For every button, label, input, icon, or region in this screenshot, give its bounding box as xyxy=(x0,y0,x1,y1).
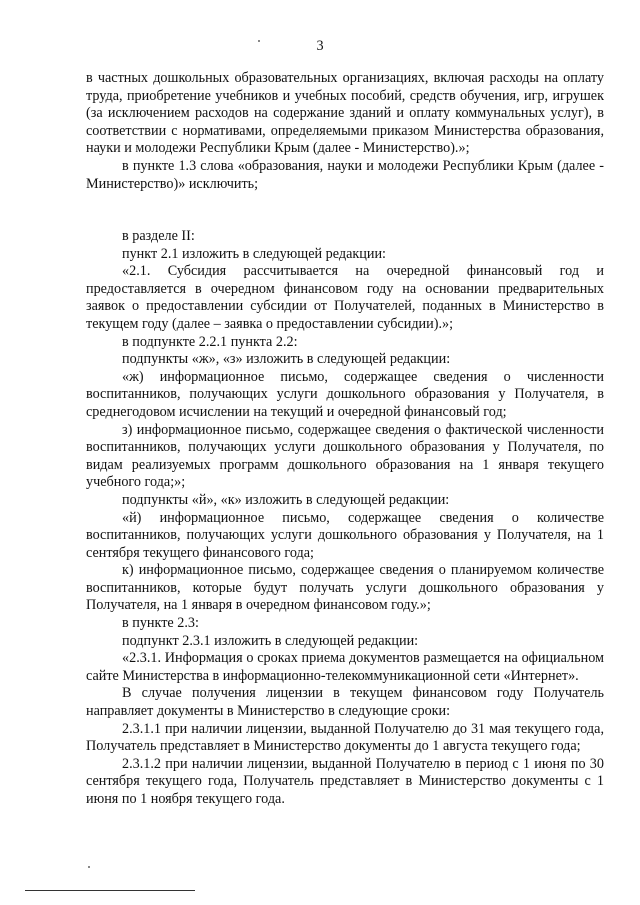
paragraph-z: з) информационное письмо, содержащее сведения о фактической численности воспитанников, получающих услуги дошкольного образования у Получателя, по видам реализуемых программ дошкольного образования на 1 января текущего учебного года;»; xyxy=(86,421,604,491)
paragraph-subitems-y-k: подпункты «й», «к» изложить в следующей редакции: xyxy=(122,491,450,508)
page-number: 3 xyxy=(316,38,324,54)
paragraph-zh: «ж) информационное письмо, содержащее сведения о численности воспитанников, получающих услуги дошкольного образования у Получателя, в среднегодовом исчислении на текущий и очередной финансовый год; xyxy=(86,368,604,420)
paragraph-group-2 xyxy=(86,228,604,809)
paragraph-group-1 xyxy=(86,70,604,193)
paragraph-subitem-2-3-1: «2.3.1. Информация о сроках приема документов размещается на официальном сайте Министерства в информационно-телекоммуникационной сети «Интернет». xyxy=(86,650,604,684)
paragraph-k: к) информационное письмо, содержащее сведения о планируемом количестве воспитанников, которые будут получать услуги дошкольного образования у Получателя, на 1 января в очередном финансовом году.»; xyxy=(86,562,604,614)
paragraph-item-2-3: в пункте 2.3: xyxy=(122,615,199,632)
paragraph-license-case: В случае получения лицензии в текущем финансовом году Получатель направляет документы в Министерство в следующие сроки: xyxy=(86,685,604,720)
paragraph-y: «й) информационное письмо, содержащее сведения о количестве воспитанников, получающих услуги дошкольного образования у Получателя, на 1 сентября текущего финансового года; xyxy=(86,509,604,561)
scan-speck xyxy=(88,866,90,868)
paragraph-continuation: в частных дошкольных образовательных организациях, включая расходы на оплату труда, приобретение учебников и учебных пособий, средств обучения, игр, игрушек (за исключением расходов на содержание зданий и оплату коммунальных услуг), в соответствии с нормативами, определяемыми приказом Министерства образования, науки и молодежи Республики Крым (далее - Министерство).»; xyxy=(86,70,604,157)
paragraph-item-2-1-intro: пункт 2.1 изложить в следующей редакции: xyxy=(122,245,386,262)
paragraph-section-ii: в разделе II: xyxy=(122,228,195,244)
paragraph-subitem-2-3-1-intro: подпункт 2.3.1 изложить в следующей редакции: xyxy=(122,632,419,649)
paragraph-item-2-1-text: «2.1. Субсидия рассчитывается на очередной финансовый год и предоставляется в очередном финансовом году на основании предварительных заявок о предоставлении субсидии от Получателей, поданных в Министерство в текущем году (далее – заявка о предоставлении субсидии).»; xyxy=(86,263,604,332)
paragraph-subitem-2-2-1: в подпункте 2.2.1 пункта 2.2: xyxy=(122,333,298,350)
paragraph-subitems-zh-z: подпункты «ж», «з» изложить в следующей редакции: xyxy=(122,351,451,368)
paragraph-subitem-2-3-1-1: 2.3.1.1 при наличии лицензии, выданной Получателю до 31 мая текущего года, Получатель представляет в Министерство документы до 1 августа текущего года; xyxy=(86,720,604,755)
footer-rule xyxy=(25,890,195,891)
scan-speck xyxy=(258,40,260,42)
paragraph-item-1-3: в пункте 1.3 слова «образования, науки и молодежи Республики Крым (далее - Министерство)» исключить; xyxy=(86,157,604,192)
paragraph-subitem-2-3-1-2: 2.3.1.2 при наличии лицензии, выданной Получателю в период с 1 июня по 30 сентября текущего года, Получатель представляет в Министерство документы с 1 июня по 1 ноября текущего года. xyxy=(86,755,604,807)
